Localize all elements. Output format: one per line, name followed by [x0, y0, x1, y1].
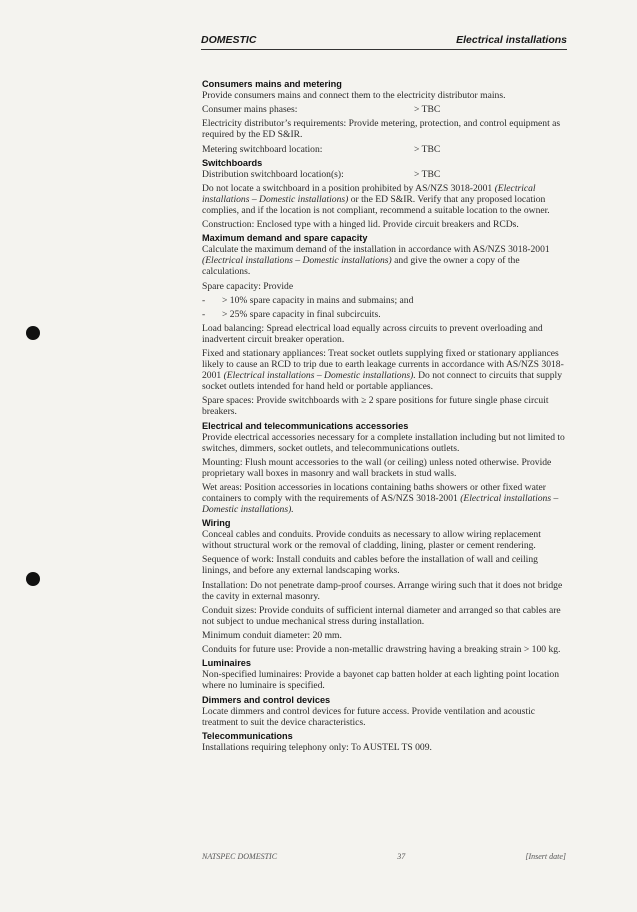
paragraph — [202, 219, 566, 230]
paragraph — [202, 742, 566, 753]
paragraph-text: Installations requiring telephony only: To AUSTEL TS 009. — [202, 741, 432, 753]
list-item-text: > 25% spare capacity in final subcircuits. — [222, 308, 381, 320]
paragraph — [202, 183, 566, 216]
paragraph-text: Wet areas: Position accessories in locations containing baths showers or other fixed water containers to comply with the requirements of AS/NZS 3018-2001 — [202, 482, 546, 504]
paragraph-citation: (Electrical installations – Domestic installations). — [223, 370, 416, 382]
paragraph-text: Provide consumers mains and connect them to the electricity distributor mains. — [202, 90, 506, 101]
list-dash: - — [202, 294, 206, 306]
field-label: Distribution switchboard location(s): — [202, 168, 344, 180]
list-item — [202, 295, 566, 306]
footer-right: [Insert date] — [525, 852, 566, 861]
paragraph-citation: (Electrical installations – Domestic installations). — [202, 493, 559, 515]
field-label: Consumer mains phases: — [202, 104, 298, 116]
field-label: Metering switchboard location: — [202, 143, 323, 155]
section-heading: Electrical and telecommunications accessories — [202, 420, 409, 431]
field-row — [202, 144, 566, 155]
paragraph — [202, 118, 566, 140]
paragraph-text: Locate dimmers and control devices for future access. Provide ventilation and acoustic treatment to suit the device characteristics. — [202, 705, 535, 728]
paragraph-text: Non-specified luminaires: Provide a bayonet cap batten holder at each lighting point location where no luminaire is specified. — [202, 669, 559, 692]
paragraph-text-cont: or the ED S&IR. Verify that any proposed location complies, and if the location is not compliant, recommend a suitable location to the owner. — [202, 193, 550, 216]
header-right: Electrical installations — [456, 34, 567, 46]
paragraph — [202, 529, 566, 551]
footer-left: NATSPEC DOMESTIC — [202, 852, 278, 861]
section-heading: Luminaires — [202, 658, 252, 669]
field-value: > TBC — [414, 143, 441, 155]
list-item-text: > 10% spare capacity in mains and submains; and — [222, 294, 414, 306]
section-heading: Consumers mains and metering — [202, 79, 342, 89]
paragraph — [202, 630, 566, 641]
header-left: DOMESTIC — [201, 34, 257, 46]
section-heading: Switchboards — [202, 157, 263, 168]
paragraph — [202, 432, 566, 454]
paragraph-text: Conduit sizes: Provide conduits of sufficient internal diameter and arranged so that cables are not subject to undue mechanical stress during installation. — [202, 604, 561, 627]
paragraph-text: Calculate the maximum demand of the installation in accordance with AS/NZS 3018-2001 — [202, 244, 550, 256]
paragraph-text: Sequence of work: Install conduits and cables before the installation of wall and ceiling linings, and before any external landscaping works. — [202, 554, 538, 577]
paragraph — [202, 669, 566, 691]
paragraph-text: Conceal cables and conduits. Provide conduits as necessary to allow wiring replacement without structural work or the removal of cladding, lining, plaster or cement rendering. — [202, 529, 541, 552]
paragraph — [202, 644, 566, 655]
section-heading: Maximum demand and spare capacity — [202, 233, 368, 244]
paragraph-text: Load balancing: Spread electrical load equally across circuits to prevent overloading and inadvertent circuit breaker operation. — [202, 323, 543, 346]
paragraph — [202, 482, 566, 515]
binder-hole-bottom — [26, 572, 40, 586]
section-heading: Wiring — [202, 518, 231, 529]
paragraph-text: Construction: Enclosed type with a hinged lid. Provide circuit breakers and RCDs. — [202, 219, 519, 231]
field-row — [202, 169, 566, 180]
paragraph-text-cont: Do not connect to circuits that supply socket outlets intended for hand held or portable appliances. — [202, 370, 563, 393]
binder-hole-top — [26, 326, 40, 340]
paragraph — [202, 244, 566, 277]
paragraph — [202, 90, 566, 101]
section-heading: Dimmers and control devices — [202, 694, 331, 705]
paragraph — [202, 457, 566, 479]
paragraph-text: Fixed and stationary appliances: Treat socket outlets supplying fixed or stationary appliances likely to cause an RCD to trip due to earth leakage currents in accordance with AS/NZS 3018-2001 — [202, 348, 564, 382]
paragraph — [202, 605, 566, 627]
page-header — [201, 34, 567, 46]
field-value: > TBC — [414, 104, 441, 116]
paragraph — [202, 395, 566, 417]
paragraph-text: Spare capacity: Provide — [202, 280, 294, 292]
paragraph-text: Spare spaces: Provide switchboards with ≥ 2 spare positions for future single phase circuit breakers. — [202, 395, 549, 418]
field-row — [202, 104, 566, 115]
paragraph-text: Electricity distributor’s requirements: Provide metering, protection, and control equipment as required by the ED S&IR. — [202, 118, 561, 141]
page-footer — [202, 852, 566, 861]
paragraph — [202, 281, 566, 292]
page-number: 37 — [397, 852, 406, 861]
paragraph-text: Mounting: Flush mount accessories to the wall (or ceiling) unless noted otherwise. Provide proprietary wall boxes in masonry and wall brackets in stud walls. — [202, 456, 552, 479]
paragraph-text: Conduits for future use: Provide a non-metallic drawstring having a breaking strain > 100 kg. — [202, 644, 561, 656]
paragraph — [202, 348, 566, 392]
paragraph-text: Minimum conduit diameter: 20 mm. — [202, 629, 342, 641]
paragraph-text: Provide electrical accessories necessary for a complete installation including but not limited to switches, dimmers, socket outlets, and telecommunications outlets. — [202, 431, 565, 454]
paragraph — [202, 706, 566, 728]
paragraph — [202, 554, 566, 576]
section-heading: Telecommunications — [202, 730, 293, 741]
paragraph — [202, 580, 566, 602]
paragraph-citation: (Electrical installations – Domestic installations) — [202, 182, 536, 205]
paragraph-citation: (Electrical installations – Domestic installations) — [202, 255, 392, 267]
header-rule — [201, 49, 567, 50]
paragraph — [202, 323, 566, 345]
list-dash: - — [202, 308, 206, 320]
list-item — [202, 309, 566, 320]
paragraph-text: Do not locate a switchboard in a position prohibited by AS/NZS 3018-2001 — [202, 182, 495, 194]
field-value: > TBC — [414, 168, 441, 180]
paragraph-text: Installation: Do not penetrate damp-proof courses. Arrange wiring such that it does not bridge the cavity in external masonry. — [202, 579, 563, 602]
document-body — [202, 78, 566, 756]
paragraph-text-cont: and give the owner a copy of the calculations. — [202, 255, 520, 278]
